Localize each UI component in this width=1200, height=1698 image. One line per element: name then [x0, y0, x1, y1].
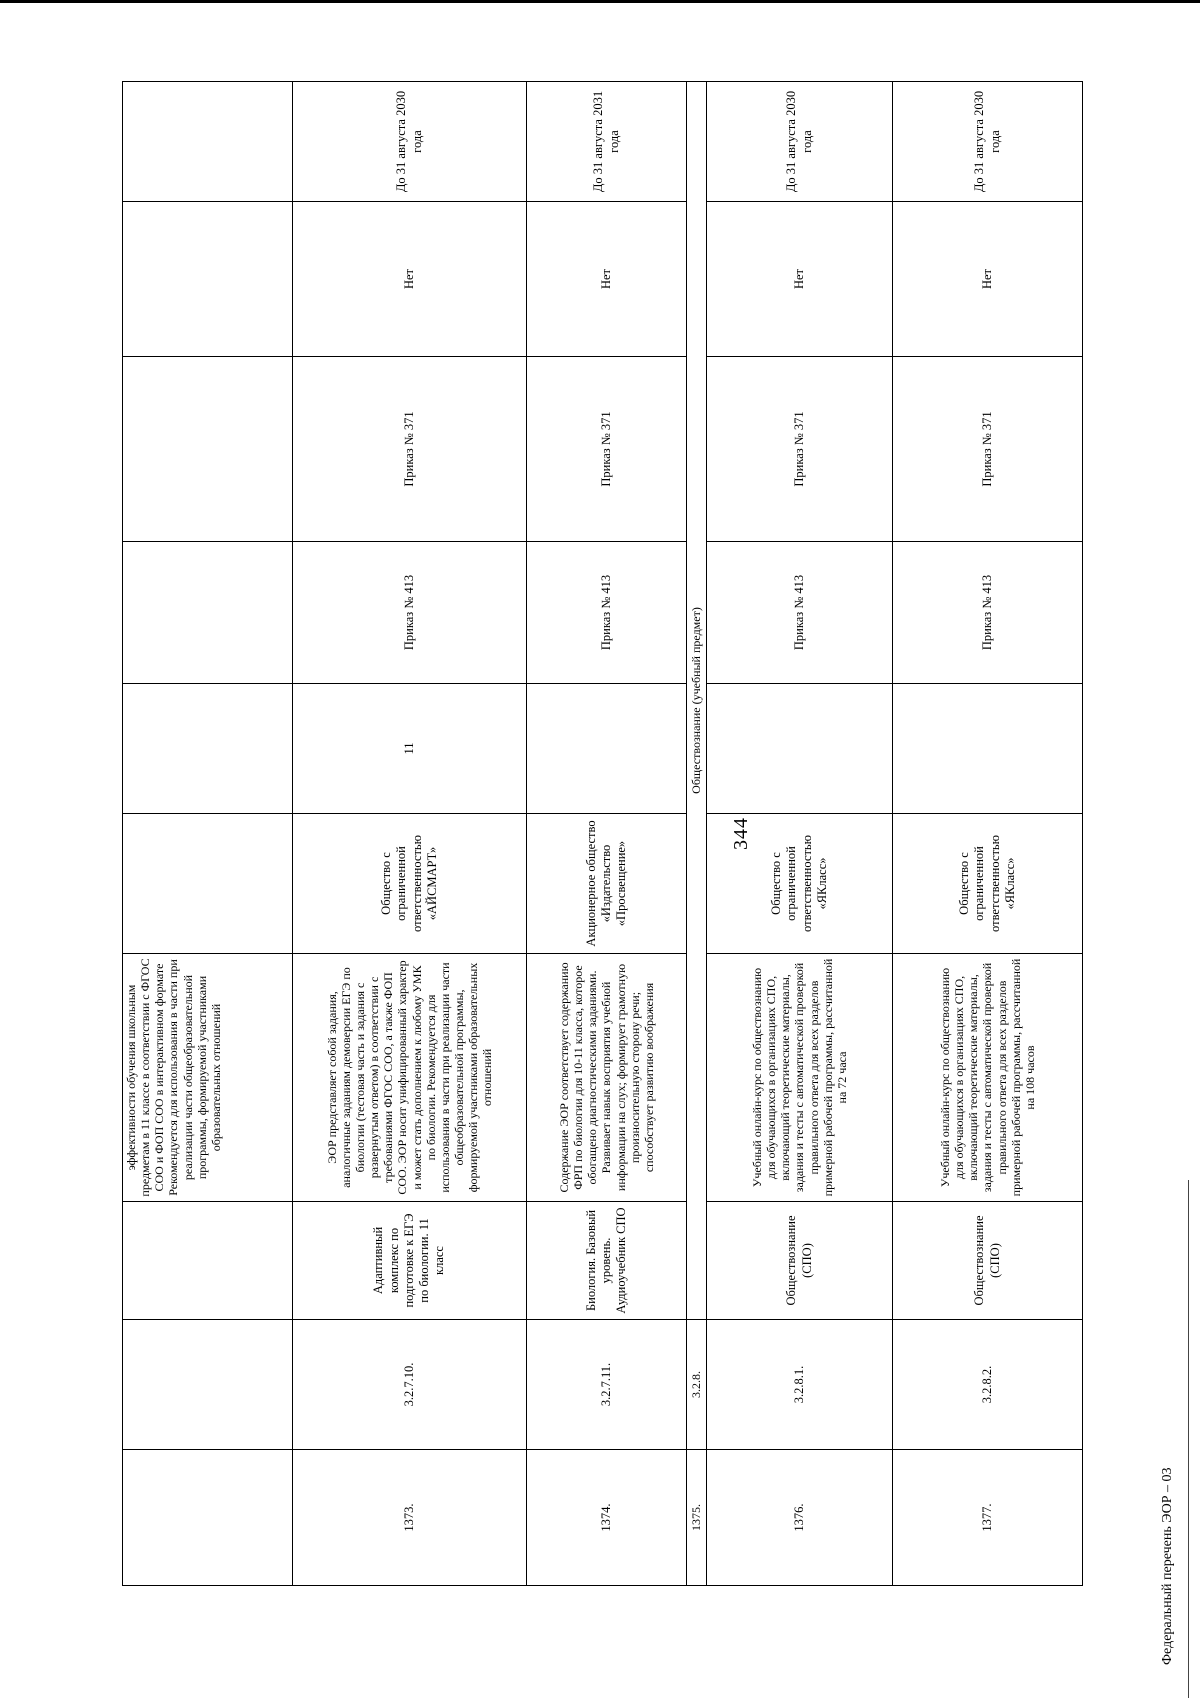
resource-description: ЭОР представляет собой задания, аналогичные заданиям демоверсии ЕГЭ по биологии (тестовая часть и задания с развернутым ответом) в соответствии с требованиями ФГОС СОО, а также ФОП СОО. ЭОР носит унифицированный характер и может стать дополнением к любому УМК по биологии. Рекомендуется для использования в части при реализации части общеобразовательной программы, формируемой участниками образовательных отношений [293, 954, 527, 1202]
row-number: 1373. [293, 1450, 527, 1586]
resource-name: Обществознание (СПО) [893, 1202, 1083, 1320]
row-code [123, 1320, 293, 1450]
restriction: Нет [893, 202, 1083, 357]
resource-name: Биология. Базовый уровень. Аудиоучебник СПО [527, 1202, 687, 1320]
order-2: Приказ № 371 [527, 357, 687, 542]
row-number: 1377. [893, 1450, 1083, 1586]
restriction [123, 202, 293, 357]
resource-name: Обществознание (СПО) [707, 1202, 893, 1320]
section-number: 1375. [687, 1450, 707, 1586]
resource-description: Содержание ЭОР соответствует содержанию ФРП по биологии для 10-11 класса, которое обогащено диагностическими заданиями. Развивает навык восприятия учебной информации на слух; формирует грамотную произносительную сторону речи; способствует развитию воображения [527, 954, 687, 1202]
table-row [527, 82, 687, 1586]
resource-name: Адаптивный комплекс по подготовке к ЕГЭ по биологии. 11 класс [293, 1202, 527, 1320]
order-2: Приказ № 371 [707, 357, 893, 542]
scan-edge-line [1188, 1180, 1189, 1698]
order-1: Приказ № 413 [293, 542, 527, 684]
validity-term [123, 82, 293, 202]
resource-description: Учебный онлайн-курс по обществознанию для обучающихся в организациях СПО, включающий теоретические материалы, задания и тесты с автоматической проверкой правильного ответа для всех разделов примерной рабочей программы, рассчитанной на 108 часов [893, 954, 1083, 1202]
order-1: Приказ № 413 [707, 542, 893, 684]
table-row [293, 82, 527, 1586]
resource-name [123, 1202, 293, 1320]
row-number: 1376. [707, 1450, 893, 1586]
developer: Акционерное общество «Издательство «Просвещение» [527, 814, 687, 954]
developer: Общество с ограниченной ответственностью «АЙСМАРТ» [293, 814, 527, 954]
table-row [707, 82, 893, 1586]
footer-text: Федеральный перечень ЭОР – 03 [1160, 1467, 1175, 1665]
developer: Общество с ограниченной ответственностью «ЯКласс» [893, 814, 1083, 954]
table-row [893, 82, 1083, 1586]
validity-term: До 31 августа 2030 года [293, 82, 527, 202]
row-code: 3.2.7.10. [293, 1320, 527, 1450]
order-2: Приказ № 371 [893, 357, 1083, 542]
grade [707, 684, 893, 814]
page-number: 344 [730, 817, 752, 850]
grade [527, 684, 687, 814]
row-code: 3.2.8.1. [707, 1320, 893, 1450]
table-row [123, 82, 293, 1586]
restriction: Нет [707, 202, 893, 357]
resource-description: эффективности обучения школьным предметам в 11 классе в соответствии с ФГОС СОО и ФОП СОО в интерактивном формате Рекомендуется для использования в части при реализации части общеобразовательной программы, формируемой участниками образовательных отношений [123, 954, 293, 1202]
validity-term: До 31 августа 2030 года [893, 82, 1083, 202]
validity-term: До 31 августа 2030 года [707, 82, 893, 202]
restriction: Нет [293, 202, 527, 357]
developer [123, 814, 293, 954]
grade: 11 [293, 684, 527, 814]
resource-description: Учебный онлайн-курс по обществознанию для обучающихся в организациях СПО, включающий теоретические материалы, задания и тесты с автоматической проверкой правильного ответа для всех разделов примерной рабочей программы, рассчитанной на 72 часа [707, 954, 893, 1202]
grade [123, 684, 293, 814]
section-row [687, 82, 707, 1586]
restriction: Нет [527, 202, 687, 357]
order-2: Приказ № 371 [293, 357, 527, 542]
row-number: 1374. [527, 1450, 687, 1586]
section-title: Обществознание (учебный предмет) [687, 82, 707, 1320]
order-1: Приказ № 413 [527, 542, 687, 684]
top-border-line [0, 0, 1200, 3]
row-code: 3.2.8.2. [893, 1320, 1083, 1450]
order-2 [123, 357, 293, 542]
order-1: Приказ № 413 [893, 542, 1083, 684]
eor-registry-table [122, 81, 1083, 1586]
row-number [123, 1450, 293, 1586]
row-code: 3.2.7.11. [527, 1320, 687, 1450]
grade [893, 684, 1083, 814]
developer: Общество с ограниченной ответственностью «ЯКласс» [707, 814, 893, 954]
validity-term: До 31 августа 2031 года [527, 82, 687, 202]
section-code: 3.2.8. [687, 1320, 707, 1450]
rotated-table-sheet [122, 82, 1082, 1586]
order-1 [123, 542, 293, 684]
